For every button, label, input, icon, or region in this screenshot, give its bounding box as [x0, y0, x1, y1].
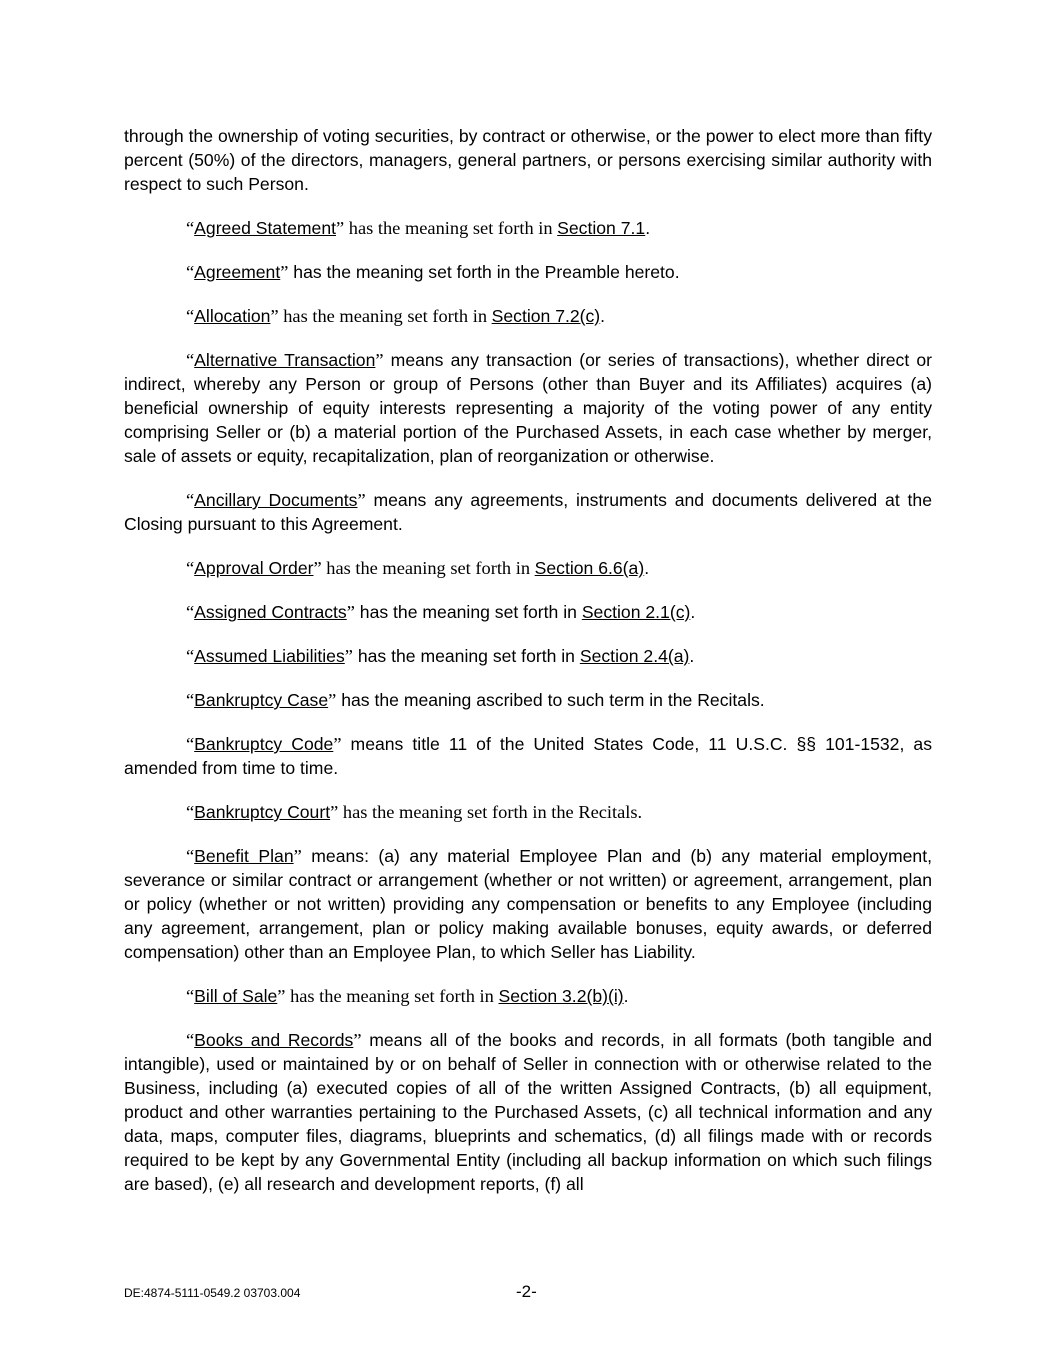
defined-term: Bill of Sale — [194, 986, 278, 1006]
definition-paragraph: “Bankruptcy Court” has the meaning set forth in the Recitals. — [186, 802, 643, 822]
definition-tail: . — [689, 646, 695, 666]
definition-paragraph: “Ancillary Documents” means any agreements, instruments and documents delivered at the Closing pursuant to this Agreement. — [124, 490, 933, 534]
defined-term: Alternative Transaction — [194, 350, 376, 370]
defined-term: Allocation — [194, 306, 271, 326]
definition-text: has the meaning set forth in the Preamble hereto. — [288, 262, 680, 282]
definition-paragraph: “Bankruptcy Case” has the meaning ascribed to such term in the Recitals. — [186, 690, 765, 710]
definition-text: means: (a) any material Employee Plan and (b) any material employment, severance or similar contract or arrangement (whether or not written) or agreement, arrangement, plan or policy (whether or not written) providing any compensation or benefits to any Employee (including any agreement, arrangement, plan or policy making available bonuses, equity awards, or deferred compensation) other than an Employee Plan, to which Seller has Liability. — [124, 846, 932, 962]
definition-paragraph: “Benefit Plan” means: (a) any material Employee Plan and (b) any material employment, severance or similar contract or arrangement (whether or not written) or agreement, arrangement, plan or policy (whether or not written) providing any compensation or benefits to any Employee (including any agreement, arrangement, plan or policy making available bonuses, equity awards, or deferred compensation) other than an Employee Plan, to which Seller has Liability. — [124, 846, 932, 962]
defined-term: Assumed Liabilities — [194, 646, 345, 666]
definition-text: means any agreements, instruments and documents delivered at the Closing pursuant to this Agreement. — [124, 490, 933, 534]
definition-text: means title 11 of the United States Code, 11 U.S.C. §§ 101-1532, as amended from time to time. — [124, 734, 932, 778]
section-reference: Section 6.6(a) — [534, 558, 645, 578]
defined-term: Bankruptcy Court — [194, 802, 331, 822]
definition-text: has the meaning ascribed to such term in the Recitals. — [336, 690, 765, 710]
section-reference: Section 2.4(a) — [579, 646, 690, 666]
definition-tail: . — [645, 218, 651, 238]
definition-text: has the meaning set forth in — [321, 558, 535, 578]
definition-paragraph: “Bankruptcy Code” means title 11 of the United States Code, 11 U.S.C. §§ 101-1532, as amended from time to time. — [124, 734, 932, 778]
document-id: DE:4874-5111-0549.2 03703.004 — [124, 1286, 301, 1300]
intro-paragraph: through the ownership of voting securities, by contract or otherwise, or the power to elect more than fifty percent (50%) of the directors, managers, general partners, or persons exercising similar authority with respect to such Person. — [124, 126, 932, 194]
section-reference: Section 2.1(c) — [581, 602, 691, 622]
document-body — [124, 124, 932, 1216]
definition-paragraph: “Assumed Liabilities” has the meaning set forth in Section 2.4(a). — [186, 646, 695, 666]
definition-paragraph: “Approval Order” has the meaning set forth in Section 6.6(a). — [186, 558, 650, 578]
definition-paragraph: “Agreed Statement” has the meaning set forth in Section 7.1. — [186, 218, 651, 238]
definition-paragraph: “Alternative Transaction” means any transaction (or series of transactions), whether direct or indirect, whereby any Person or group of Persons (other than Buyer and its Affiliates) acquires (a) beneficial ownership of equity interests representing a majority of the voting power of any entity comprising Seller or (b) a material portion of the Purchased Assets, in each case whether by merger, sale of assets or equity, recapitalization, plan of reorganization or otherwise. — [124, 350, 932, 466]
definition-paragraph: “Agreement” has the meaning set forth in the Preamble hereto. — [186, 262, 680, 282]
defined-term: Ancillary Documents — [194, 490, 358, 510]
definition-text: has the meaning set forth in — [344, 218, 558, 238]
definition-paragraph: “Books and Records” means all of the books and records, in all formats (both tangible and intangible), used or maintained by or on behalf of Seller in connection with or otherwise related to the Business, including (a) executed copies of all of the written Assigned Contracts, (b) all equipment, product and other warranties pertaining to the Purchased Assets, (c) all technical information and any data, maps, computer files, diagrams, blueprints and schematics, (d) all filings made with or records required to be kept by any Governmental Entity (including all backup information on which such filings are based), (e) all research and development reports, (f) all — [124, 1030, 933, 1194]
defined-term: Assigned Contracts — [194, 602, 347, 622]
definitions-list — [124, 216, 932, 1196]
definition-tail: . — [644, 558, 650, 578]
definition-text: has the meaning set forth in — [352, 646, 580, 666]
defined-term: Books and Records — [194, 1030, 354, 1050]
definition-text: means all of the books and records, in all formats (both tangible and intangible), used or maintained by or on behalf of Seller in connection with or otherwise related to the Business, including (a) executed copies of all of the written Assigned Contracts, (b) all equipment, product and other warranties pertaining to the Purchased Assets, (c) all technical information and any data, maps, computer files, diagrams, blueprints and schematics, (d) all filings made with or records required to be kept by any Governmental Entity (including all backup information on which such filings are based), (e) all research and development reports, (f) all — [124, 1030, 933, 1194]
page-number: -2- — [516, 1282, 537, 1301]
defined-term: Agreed Statement — [194, 218, 336, 238]
definition-tail: . — [623, 986, 629, 1006]
definition-text: has the meaning set forth in the Recitals. — [338, 802, 643, 822]
definition-tail: . — [600, 306, 606, 326]
definition-paragraph: “Bill of Sale” has the meaning set forth in Section 3.2(b)(i). — [186, 986, 629, 1006]
definition-paragraph: “Assigned Contracts” has the meaning set forth in Section 2.1(c). — [186, 602, 696, 622]
definition-paragraph: “Allocation” has the meaning set forth in Section 7.2(c). — [186, 306, 606, 326]
defined-term: Approval Order — [194, 558, 314, 578]
definition-text: has the meaning set forth in — [354, 602, 582, 622]
definition-text: means any transaction (or series of transactions), whether direct or indirect, whereby any Person or group of Persons (other than Buyer and its Affiliates) acquires (a) beneficial ownership of equity interests representing a majority of the voting power of any entity comprising Seller or (b) a material portion of the Purchased Assets, in each case whether by merger, sale of assets or equity, recapitalization, plan of reorganization or otherwise. — [124, 350, 932, 466]
defined-term: Benefit Plan — [194, 846, 294, 866]
section-reference: Section 7.2(c) — [491, 306, 601, 326]
definition-text: has the meaning set forth in — [285, 986, 499, 1006]
defined-term: Agreement — [194, 262, 281, 282]
defined-term: Bankruptcy Code — [194, 734, 334, 754]
definition-text: has the meaning set forth in — [278, 306, 492, 326]
section-reference: Section 7.1 — [557, 218, 646, 238]
section-reference: Section 3.2(b)(i) — [498, 986, 624, 1006]
defined-term: Bankruptcy Case — [194, 690, 329, 710]
definition-tail: . — [690, 602, 696, 622]
